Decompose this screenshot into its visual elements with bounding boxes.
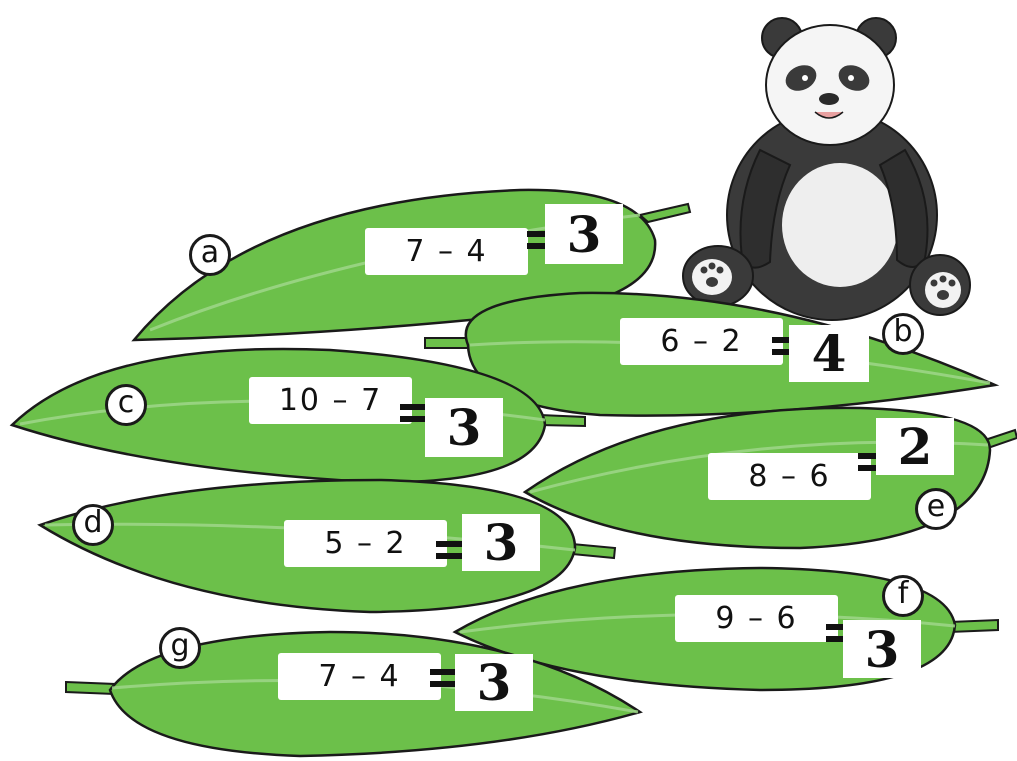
leaf-label-a: a [189, 234, 231, 276]
answer-a: 3 [545, 204, 623, 264]
problem-d: 5 – 2 [284, 520, 447, 567]
answer-d: 3 [462, 514, 540, 571]
answer-g: 3 [455, 654, 533, 711]
problem-c: 10 – 7 [249, 377, 412, 424]
leaf-label-e: e [915, 488, 957, 530]
panda-illustration [683, 18, 970, 320]
problem-b: 6 – 2 [620, 318, 783, 365]
leaf-label-d: d [72, 504, 114, 546]
answer-f: 3 [843, 620, 921, 678]
answer-e: 2 [876, 418, 954, 475]
answer-c: 3 [425, 398, 503, 457]
answer-b: 4 [789, 325, 869, 382]
leaf-label-c: c [105, 384, 147, 426]
problem-g: 7 – 4 [278, 653, 441, 700]
problem-f: 9 – 6 [675, 595, 838, 642]
leaf-label-f: f [882, 575, 924, 617]
leaf-label-g: g [159, 627, 201, 669]
problem-a: 7 – 4 [365, 228, 528, 275]
leaf-label-b: b [882, 313, 924, 355]
problem-e: 8 – 6 [708, 453, 871, 500]
